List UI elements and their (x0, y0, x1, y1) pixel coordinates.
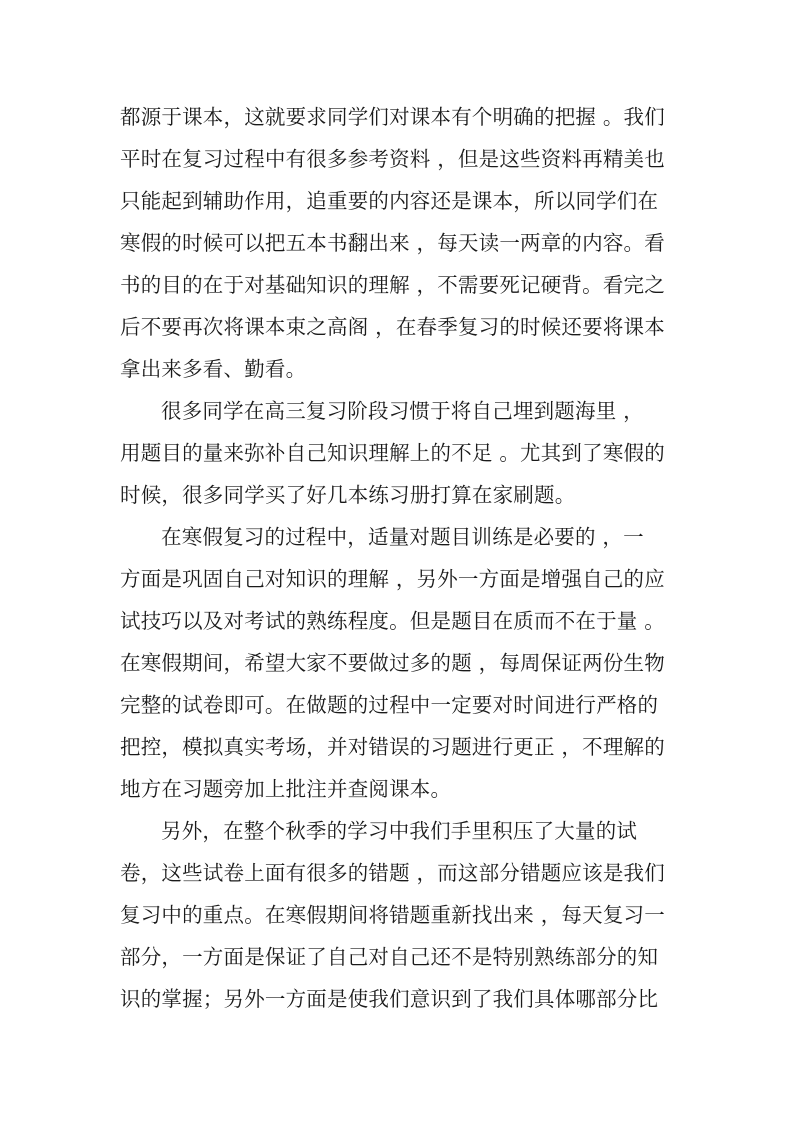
text-line: 拿出来多看、勤看。 (120, 357, 307, 381)
text-line: 完整的试卷即可。在做题的过程中一定要对时间进行严格的 (120, 693, 659, 717)
text-line: 寒假的时候可以把五本书翻出来 ，每天读一两章的内容。看 (120, 231, 665, 255)
text-line: 后不要再次将课本束之高阁 ，在春季复习的时候还要将课本 (120, 315, 665, 339)
text-line: 平时在复习过程中有很多参考资料 ，但是这些资料再精美也 (120, 147, 665, 171)
text-line: 复习中的重点。在寒假期间将错题重新找出来 ，每天复习一 (120, 903, 665, 927)
text-line: 很多同学在高三复习阶段习惯于将自己埋到题海里 ， (161, 399, 644, 423)
text-line: 地方在习题旁加上批注并查阅课本。 (120, 777, 452, 801)
text-line: 把控，模拟真实考场，并对错误的习题进行更正 ，不理解的 (120, 735, 665, 759)
text-line: 时候，很多同学买了好几本练习册打算在家刷题。 (120, 483, 576, 507)
text-line: 方面是巩固自己对知识的理解 ，另外一方面是增强自己的应 (120, 567, 665, 591)
text-line: 用题目的量来弥补自己知识理解上的不足 。尤其到了寒假的 (120, 441, 665, 465)
text-line: 部分，一方面是保证了自己对自己还不是特别熟练部分的知 (120, 945, 659, 969)
text-line: 识的掌握；另外一方面是使我们意识到了我们具体哪部分比 (120, 987, 659, 1011)
text-line: 书的目的在于对基础知识的理解 ，不需要死记硬背。看完之 (120, 273, 665, 297)
text-line: 只能起到辅助作用，追重要的内容还是课本，所以同学们在 (120, 189, 659, 213)
text-line: 卷，这些试卷上面有很多的错题 ，而这部分错题应该是我们 (120, 861, 665, 885)
text-line: 在寒假复习的过程中，适量对题目训练是必要的 ，一 (161, 525, 644, 549)
text-line: 在寒假期间，希望大家不要做过多的题 ，每周保证两份生物 (120, 651, 665, 675)
text-line: 另外，在整个秋季的学习中我们手里积压了大量的试 (161, 819, 638, 843)
text-line: 试技巧以及对考试的熟练程度。但是题目在质而不在于量 。 (120, 609, 665, 633)
text-line: 都源于课本，这就要求同学们对课本有个明确的把握 。我们 (120, 105, 665, 129)
document-body (120, 96, 680, 1020)
